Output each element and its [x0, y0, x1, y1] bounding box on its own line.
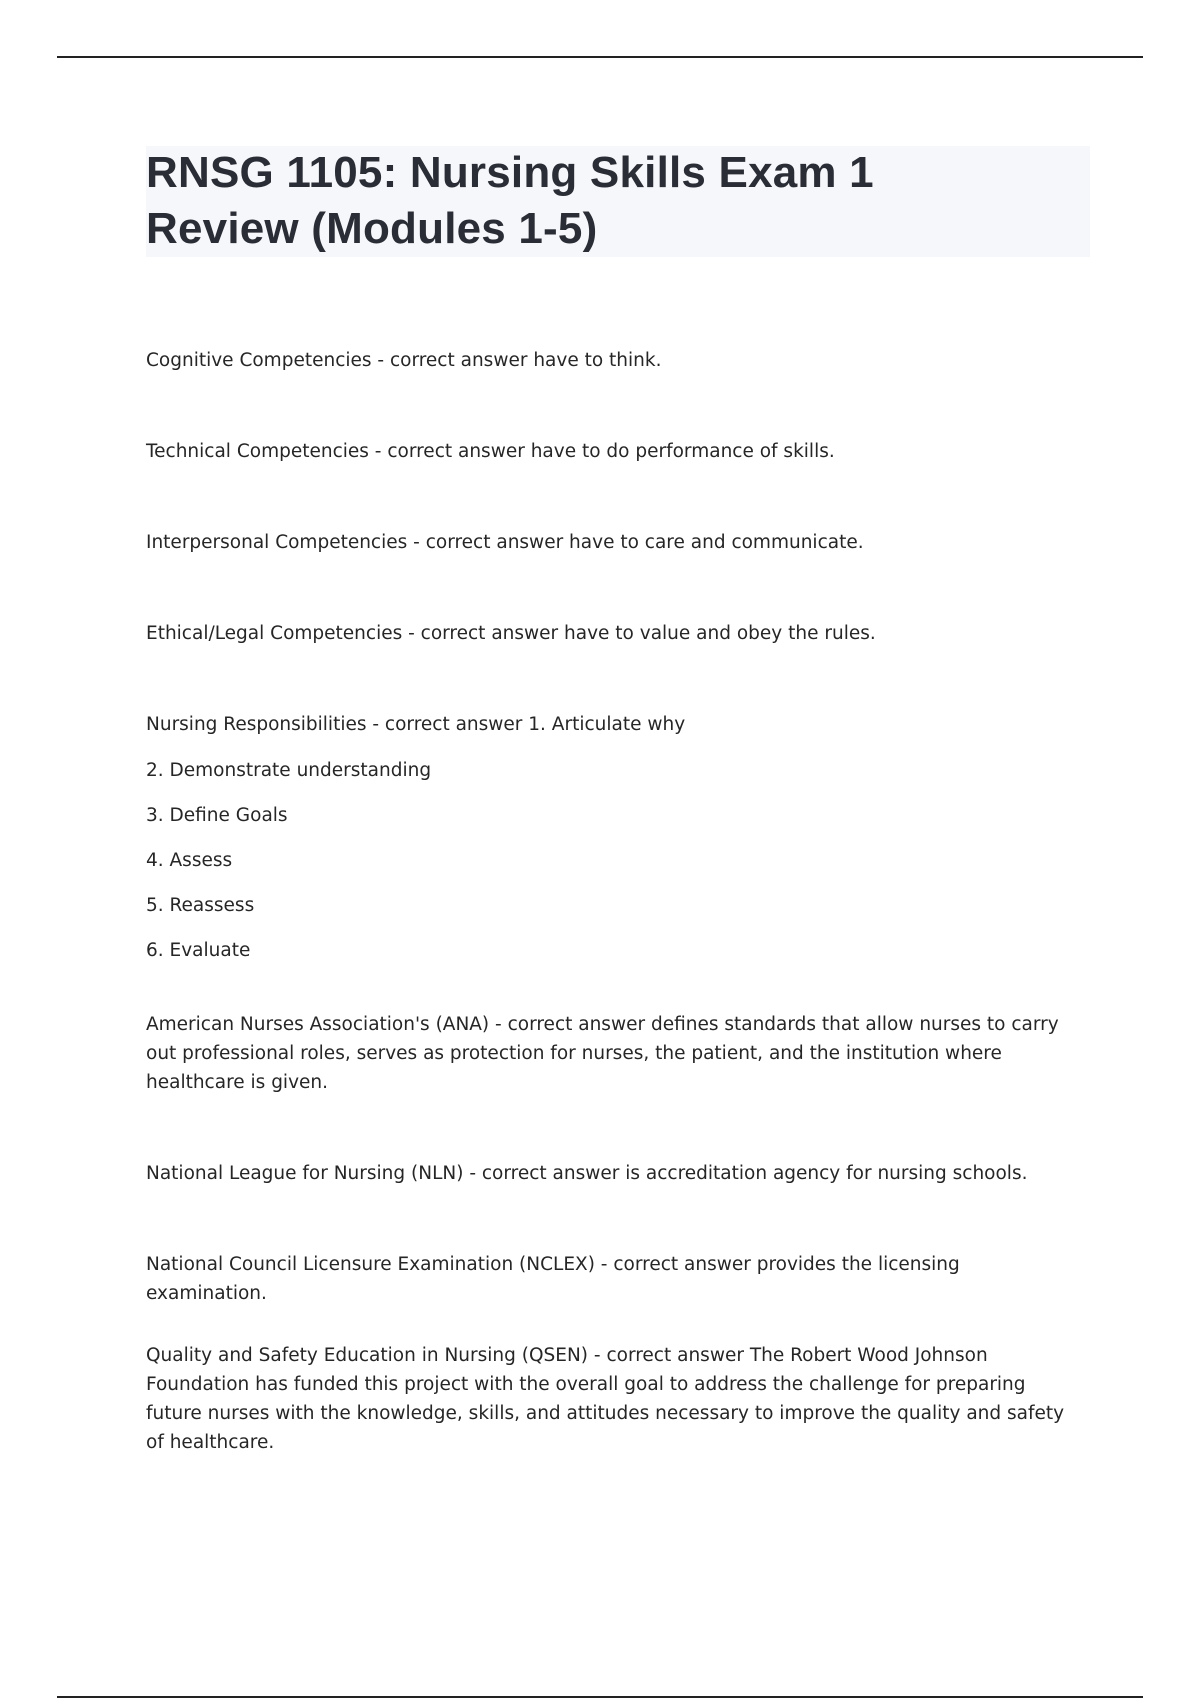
list-item: 3. Define Goals — [146, 805, 288, 826]
responsibilities-list — [146, 756, 431, 981]
bottom-rule — [57, 1696, 1143, 1698]
entry-qsen: Quality and Safety Education in Nursing (QSEN) - correct answer The Robert Wood Johnson Foundation has funded this project with the overall goal to address the challenge for preparing future nurses with the knowledge, skills, and attitudes necessary to improve the quality and safety of healthcare. — [146, 1345, 1065, 1453]
entry-nursing-responsibilities: Nursing Responsibilities - correct answer 1. Articulate why — [146, 714, 686, 735]
entry-interpersonal-competencies: Interpersonal Competencies - correct answer have to care and communicate. — [146, 532, 864, 553]
list-item: 5. Reassess — [146, 895, 255, 916]
entry-ethical-legal-competencies: Ethical/Legal Competencies - correct answer have to value and obey the rules. — [146, 623, 876, 644]
entry-nclex: National Council Licensure Examination (NCLEX) - correct answer provides the licensing examination. — [146, 1254, 960, 1304]
entry-cognitive-competencies: Cognitive Competencies - correct answer have to think. — [146, 350, 662, 371]
list-item: 4. Assess — [146, 850, 233, 871]
top-rule — [57, 56, 1143, 58]
title-block — [146, 146, 1090, 257]
entry-technical-competencies: Technical Competencies - correct answer have to do performance of skills. — [146, 441, 835, 462]
page-title: RNSG 1105: Nursing Skills Exam 1 Review (Modules 1-5) — [146, 148, 874, 253]
list-item: 2. Demonstrate understanding — [146, 760, 432, 781]
entry-nln: National League for Nursing (NLN) - correct answer is accreditation agency for nursing schools. — [146, 1163, 1028, 1184]
entry-ana: American Nurses Association's (ANA) - correct answer defines standards that allow nurses to carry out professional roles, serves as protection for nurses, the patient, and the institution where healthcare is given. — [146, 1014, 1059, 1093]
list-item: 6. Evaluate — [146, 940, 251, 961]
